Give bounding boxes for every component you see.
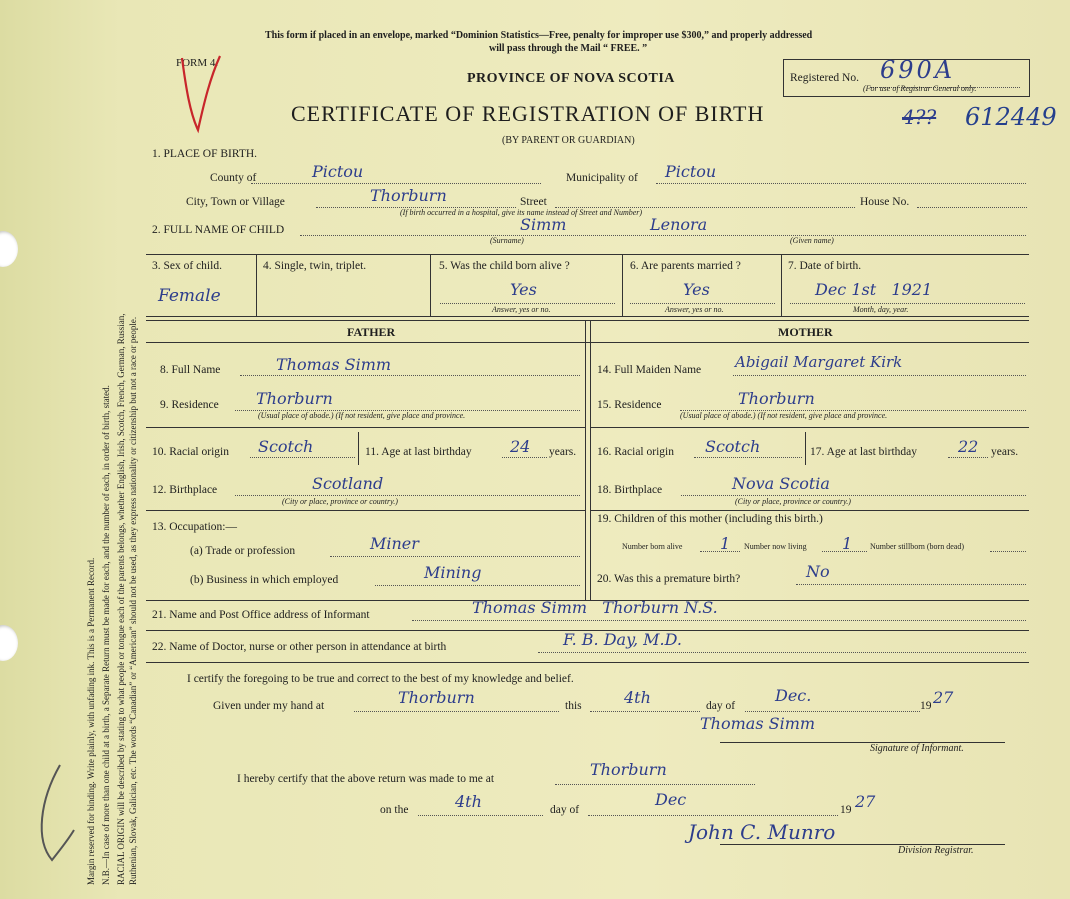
trade-label: (a) Trade or profession (190, 545, 296, 557)
father-heading: FATHER (347, 325, 396, 339)
year-value[interactable]: 27 (933, 688, 954, 707)
stillborn-label: Number stillborn (born dead) (870, 542, 964, 551)
single-twin-label: 4. Single, twin, triplet. (263, 260, 367, 272)
mother-residence-caption: (Usual place of abode.) (If not resident, give place and province. (680, 411, 888, 420)
informant-label: 21. Name and Post Office address of Informant (152, 609, 370, 621)
registrar-place-value[interactable]: Thorburn (590, 760, 667, 779)
county-value[interactable]: Pictou (312, 162, 364, 181)
given-caption: (Given name) (790, 236, 834, 245)
year-prefix: 19 (920, 700, 932, 712)
sex-label: 3. Sex of child. (152, 260, 222, 272)
registrar-caption: Division Registrar. (898, 845, 974, 856)
doctor-value[interactable]: F. B. Day, M.D. (563, 630, 682, 649)
struck-number: 4?? (902, 105, 937, 129)
hospital-note: (If birth occurred in a hospital, give its name instead of Street and Number) (400, 208, 643, 217)
form-number: FORM 4. (176, 57, 219, 69)
city-label: City, Town or Village (186, 196, 285, 208)
red-check-mark (168, 48, 228, 138)
mother-racial-label: 16. Racial origin (597, 446, 674, 458)
parents-married-value[interactable]: Yes (683, 280, 710, 299)
father-years: years. (549, 446, 577, 458)
margin-note-3: RACIAL ORIGIN will be described by stating to what people or tongue each of the parents belongs, whether English, Irish, Scotch, French, German, Russian, (116, 313, 126, 885)
registrar-statement: I hereby certify that the above return was made to me at (237, 773, 495, 785)
mother-age-label: 17. Age at last birthday (810, 446, 917, 458)
now-living-label: Number now living (744, 542, 807, 551)
alive-caption: Answer, yes or no. (492, 305, 551, 314)
father-age-value[interactable]: 24 (510, 437, 531, 456)
father-name-label: 8. Full Name (160, 364, 221, 376)
informant-value[interactable]: Thomas Simm Thorburn N.S. (472, 598, 718, 617)
father-residence-value[interactable]: Thorburn (256, 389, 333, 408)
registered-value: 690A (880, 56, 956, 84)
city-value[interactable]: Thorburn (370, 186, 447, 205)
street-label: Street (520, 196, 547, 208)
father-residence-caption: (Usual place of abode.) (If not resident, give place and province. (258, 411, 466, 420)
on-the-label: on the (380, 804, 409, 816)
certificate-title: CERTIFICATE OF REGISTRATION OF BIRTH (291, 101, 765, 126)
year2-prefix: 19 (840, 804, 852, 816)
county-label: County of (210, 172, 257, 184)
day2-label: day of (550, 804, 580, 816)
certify-statement: I certify the foregoing to be true and correct to the best of my knowledge and belief. (187, 673, 574, 685)
children-label: 19. Children of this mother (including this birth.) (597, 513, 823, 525)
house-label: House No. (860, 196, 910, 208)
child-surname-value[interactable]: Simm (520, 215, 567, 234)
trade-value[interactable]: Miner (370, 534, 419, 553)
this-value[interactable]: 4th (624, 688, 651, 707)
margin-note-2: N.B.—In case of more than one child at a birth, a Separate Return must be made for each, and the number of each, in order of birth, stated. (101, 385, 111, 885)
child-given-value[interactable]: Lenora (650, 215, 708, 234)
dayof-label: day of (706, 700, 736, 712)
province-title: PROVINCE OF NOVA SCOTIA (467, 71, 675, 86)
municipality-label: Municipality of (566, 172, 638, 184)
father-residence-label: 9. Residence (160, 399, 219, 411)
father-birthplace-value[interactable]: Scotland (312, 474, 384, 493)
registration-number: 612449 (965, 103, 1057, 131)
mother-birthplace-caption: (City or place, province or country.) (735, 497, 851, 506)
envelope-notice-2: will pass through the Mail “ FREE. ” (489, 43, 648, 54)
doctor-label: 22. Name of Doctor, nurse or other person in attendance at birth (152, 641, 447, 653)
father-name-value[interactable]: Thomas Simm (276, 355, 392, 374)
premature-value[interactable]: No (806, 562, 830, 581)
mother-age-value[interactable]: 22 (958, 437, 979, 456)
married-caption: Answer, yes or no. (665, 305, 724, 314)
business-value[interactable]: Mining (424, 563, 482, 582)
margin-note-1: Margin reserved for binding. Write plainly, with unfading ink. This is a Permanent Record. (86, 557, 96, 885)
mother-residence-label: 15. Residence (597, 399, 662, 411)
now-living-value[interactable]: 1 (842, 534, 853, 553)
child-name-label: 2. FULL NAME OF CHILD (152, 224, 285, 236)
surname-caption: (Surname) (490, 236, 524, 245)
mother-racial-value[interactable]: Scotch (705, 437, 761, 456)
mother-name-label: 14. Full Maiden Name (597, 364, 702, 376)
father-birthplace-caption: (City or place, province or country.) (282, 497, 398, 506)
given-place-value[interactable]: Thorburn (398, 688, 475, 707)
mother-birthplace-value[interactable]: Nova Scotia (732, 474, 830, 493)
signature-caption: Signature of Informant. (870, 743, 964, 754)
mother-birthplace-label: 18. Birthplace (597, 484, 663, 496)
date-of-birth-value[interactable]: Dec 1st 1921 (815, 280, 933, 299)
premature-label: 20. Was this a premature birth? (597, 573, 741, 585)
date-of-birth-label: 7. Date of birth. (788, 260, 862, 272)
registrar-signature[interactable]: John C. Munro (688, 820, 836, 844)
municipality-value[interactable]: Pictou (665, 162, 717, 181)
certificate-subtitle: (BY PARENT OR GUARDIAN) (502, 135, 635, 146)
dayof-value[interactable]: Dec. (775, 686, 812, 705)
father-racial-label: 10. Racial origin (152, 446, 229, 458)
place-heading: 1. PLACE OF BIRTH. (152, 148, 258, 160)
mother-heading: MOTHER (778, 325, 833, 339)
born-alive-value[interactable]: Yes (510, 280, 537, 299)
margin-note-4: Ruthenian, Slovak, Galician, etc. The words “Canadian” or “American” should not be used, as they express nationality or citizenship but not a race or people. (128, 316, 138, 885)
born-alive-count-value[interactable]: 1 (720, 534, 731, 553)
on-the-value[interactable]: 4th (455, 792, 482, 811)
father-racial-value[interactable]: Scotch (258, 437, 314, 456)
business-label: (b) Business in which employed (190, 574, 339, 586)
born-alive-label: 5. Was the child born alive ? (439, 260, 570, 272)
registered-note: (For use of Registrar General only. (863, 84, 977, 93)
born-alive-count-label: Number born alive (622, 542, 683, 551)
father-age-label: 11. Age at last birthday (365, 446, 472, 458)
occupation-label: 13. Occupation:— (152, 521, 237, 533)
year2-value[interactable]: 27 (855, 792, 876, 811)
margin-check-mark (30, 760, 80, 870)
informant-signature[interactable]: Thomas Simm (700, 714, 816, 733)
day2-value[interactable]: Dec (655, 790, 687, 809)
father-birthplace-label: 12. Birthplace (152, 484, 218, 496)
sex-value[interactable]: Female (158, 286, 221, 306)
mother-years: years. (991, 446, 1019, 458)
mother-name-value[interactable]: Abigail Margaret Kirk (735, 353, 903, 371)
parents-married-label: 6. Are parents married ? (630, 260, 741, 272)
mother-residence-value[interactable]: Thorburn (738, 389, 815, 408)
envelope-notice: This form if placed in an envelope, marked “Dominion Statistics—Free, penalty for improper use $300,” and properly addressed (265, 30, 813, 41)
registered-label: Registered No. (790, 72, 859, 84)
given-under-label: Given under my hand at (213, 700, 325, 712)
date-caption: Month, day, year. (853, 305, 909, 314)
this-label: this (565, 700, 582, 712)
